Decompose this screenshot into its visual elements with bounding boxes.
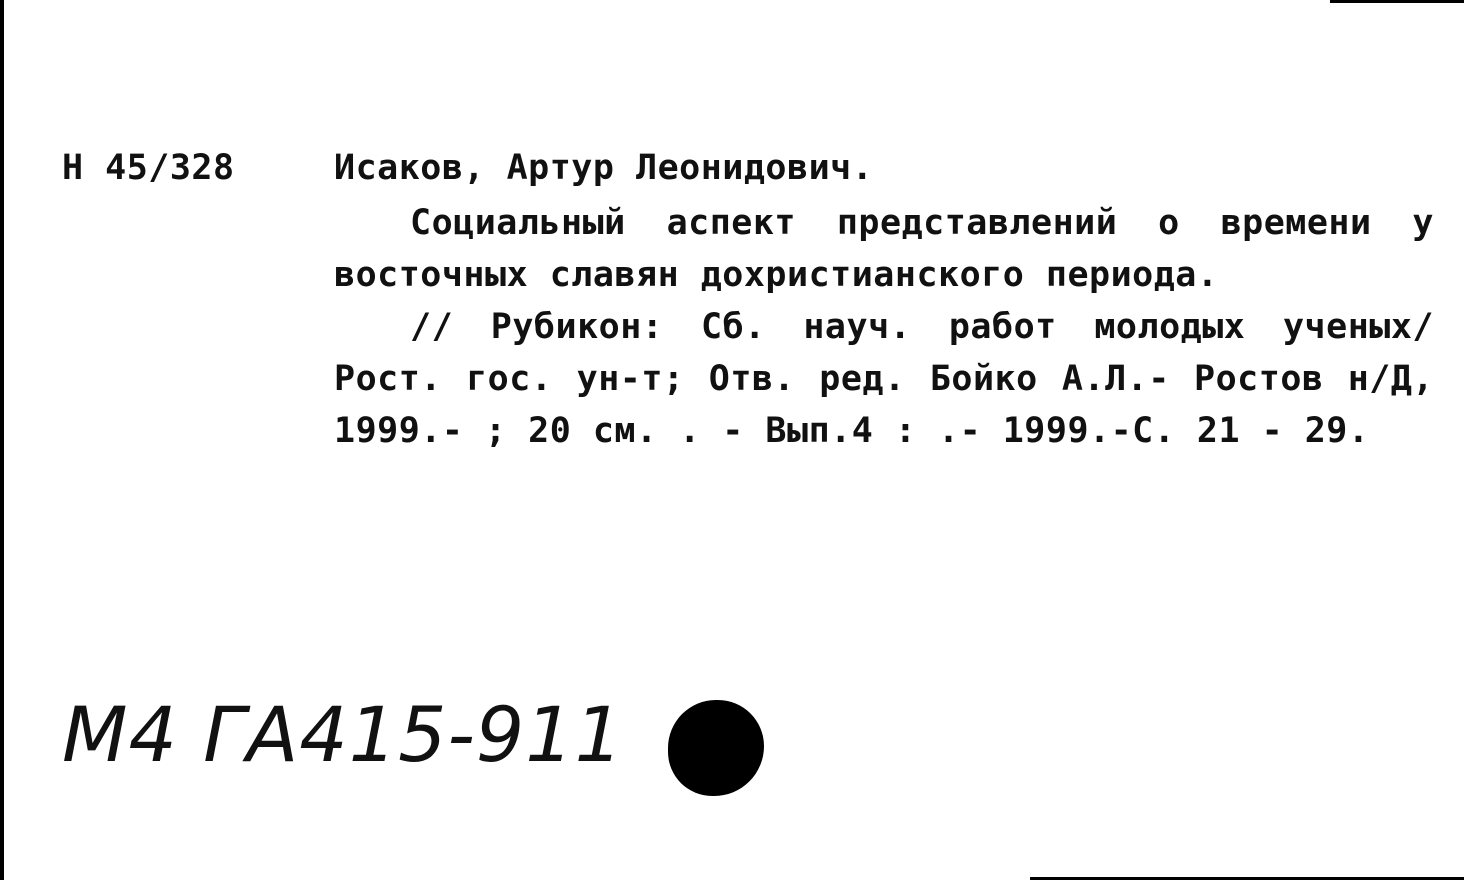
handwritten-note: М4 ГА415-911 [62, 690, 624, 779]
card-left-edge [0, 0, 4, 880]
call-number: Н 45/328 [62, 148, 235, 188]
punch-hole [668, 700, 764, 796]
author-heading: Исаков, Артур Леонидович. [334, 148, 874, 188]
card-top-edge [1330, 0, 1464, 3]
source-paragraph: // Рубикон: Сб. науч. работ молодых ученых/ Рост. гос. ун-т; Отв. ред. Бойко А.Л.- Ростов н/Д, 1999.- ; 20 см. . - Вып.4 : .- 1999.-С. 21 - 29. [334, 307, 1434, 451]
bibliographic-description [334, 197, 1434, 457]
title-paragraph: Социальный аспект представлений о времени у восточных славян дохристианского периода. [334, 203, 1434, 295]
